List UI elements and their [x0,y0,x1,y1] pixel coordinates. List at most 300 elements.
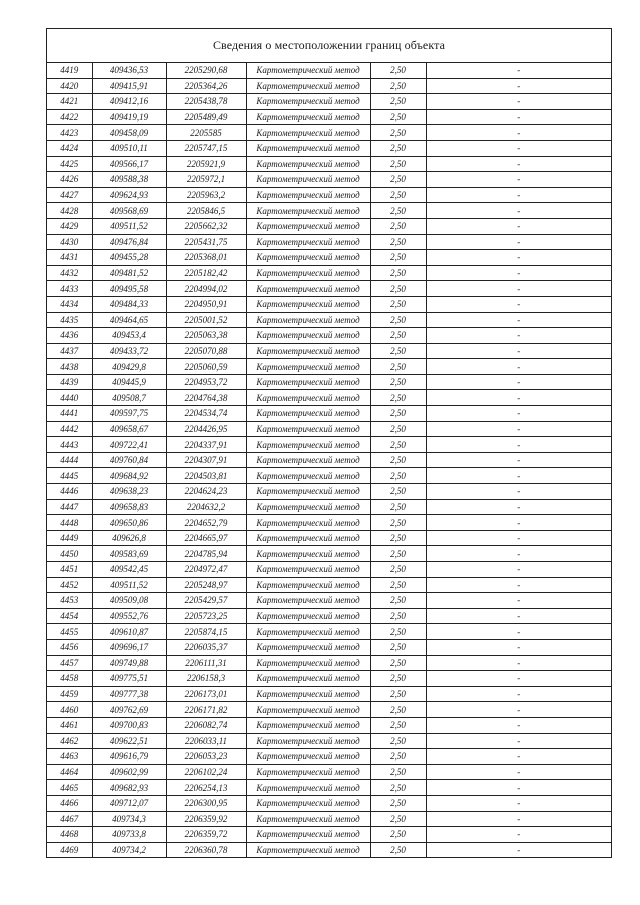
method-cell: Картометрический метод [246,63,370,78]
x-coordinate-cell: 409476,84 [92,234,166,250]
y-coordinate-cell: 2204503,81 [166,468,246,484]
x-coordinate-cell: 409445,9 [92,374,166,390]
description-cell: - [426,811,611,827]
point-number-cell: 4430 [47,234,92,250]
y-coordinate-cell: 2205846,5 [166,203,246,219]
x-coordinate-cell: 409588,38 [92,172,166,188]
point-number-cell: 4443 [47,437,92,453]
table-title: Сведения о местоположении границ объекта [47,29,611,63]
table-row [47,484,611,500]
point-number-cell: 4468 [47,827,92,843]
description-cell: - [426,499,611,515]
point-number-cell: 4429 [47,218,92,234]
method-cell: Картометрический метод [246,281,370,297]
table-row [47,312,611,328]
table-row [47,499,611,515]
accuracy-cell: 2,50 [370,733,426,749]
description-cell: - [426,172,611,188]
x-coordinate-cell: 409458,09 [92,125,166,141]
table-row [47,203,611,219]
description-cell: - [426,452,611,468]
y-coordinate-cell: 2206102,24 [166,764,246,780]
y-coordinate-cell: 2205585 [166,125,246,141]
accuracy-cell: 2,50 [370,795,426,811]
y-coordinate-cell: 2205290,68 [166,63,246,78]
description-cell: - [426,390,611,406]
point-number-cell: 4462 [47,733,92,749]
x-coordinate-cell: 409412,16 [92,94,166,110]
table-row [47,156,611,172]
y-coordinate-cell: 2204665,97 [166,530,246,546]
description-cell: - [426,655,611,671]
x-coordinate-cell: 409626,8 [92,530,166,546]
accuracy-cell: 2,50 [370,421,426,437]
y-coordinate-cell: 2204953,72 [166,374,246,390]
point-number-cell: 4449 [47,530,92,546]
method-cell: Картометрический метод [246,562,370,578]
point-number-cell: 4424 [47,140,92,156]
x-coordinate-cell: 409696,17 [92,639,166,655]
point-number-cell: 4432 [47,265,92,281]
table-row [47,608,611,624]
method-cell: Картометрический метод [246,655,370,671]
y-coordinate-cell: 2204307,91 [166,452,246,468]
table-row [47,172,611,188]
point-number-cell: 4464 [47,764,92,780]
accuracy-cell: 2,50 [370,343,426,359]
table-row [47,795,611,811]
accuracy-cell: 2,50 [370,312,426,328]
method-cell: Картометрический метод [246,296,370,312]
y-coordinate-cell: 2206158,3 [166,671,246,687]
x-coordinate-cell: 409511,52 [92,218,166,234]
table-row [47,359,611,375]
x-coordinate-cell: 409455,28 [92,250,166,266]
point-number-cell: 4463 [47,749,92,765]
accuracy-cell: 2,50 [370,827,426,843]
y-coordinate-cell: 2206082,74 [166,717,246,733]
x-coordinate-cell: 409638,23 [92,484,166,500]
method-cell: Картометрический метод [246,764,370,780]
method-cell: Картометрический метод [246,452,370,468]
accuracy-cell: 2,50 [370,515,426,531]
point-number-cell: 4458 [47,671,92,687]
y-coordinate-cell: 2206360,78 [166,842,246,857]
coordinates-table-body [47,63,611,857]
method-cell: Картометрический метод [246,359,370,375]
accuracy-cell: 2,50 [370,686,426,702]
x-coordinate-cell: 409436,53 [92,63,166,78]
x-coordinate-cell: 409775,51 [92,671,166,687]
x-coordinate-cell: 409433,72 [92,343,166,359]
table-row [47,686,611,702]
x-coordinate-cell: 409597,75 [92,406,166,422]
point-number-cell: 4452 [47,577,92,593]
point-number-cell: 4461 [47,717,92,733]
table-row [47,406,611,422]
table-row [47,187,611,203]
method-cell: Картометрический метод [246,811,370,827]
method-cell: Картометрический метод [246,437,370,453]
x-coordinate-cell: 409733,8 [92,827,166,843]
accuracy-cell: 2,50 [370,296,426,312]
table-row [47,140,611,156]
table-row [47,452,611,468]
table-row [47,218,611,234]
table-row [47,78,611,94]
x-coordinate-cell: 409552,76 [92,608,166,624]
accuracy-cell: 2,50 [370,374,426,390]
point-number-cell: 4439 [47,374,92,390]
x-coordinate-cell: 409509,08 [92,593,166,609]
y-coordinate-cell: 2205723,25 [166,608,246,624]
x-coordinate-cell: 409722,41 [92,437,166,453]
accuracy-cell: 2,50 [370,109,426,125]
description-cell: - [426,156,611,172]
x-coordinate-cell: 409650,86 [92,515,166,531]
x-coordinate-cell: 409568,69 [92,203,166,219]
table-row [47,468,611,484]
method-cell: Картометрический метод [246,125,370,141]
point-number-cell: 4427 [47,187,92,203]
point-number-cell: 4454 [47,608,92,624]
x-coordinate-cell: 409429,8 [92,359,166,375]
method-cell: Картометрический метод [246,172,370,188]
point-number-cell: 4421 [47,94,92,110]
method-cell: Картометрический метод [246,94,370,110]
method-cell: Картометрический метод [246,218,370,234]
description-cell: - [426,608,611,624]
x-coordinate-cell: 409542,45 [92,562,166,578]
description-cell: - [426,406,611,422]
point-number-cell: 4450 [47,546,92,562]
point-number-cell: 4457 [47,655,92,671]
y-coordinate-cell: 2205364,26 [166,78,246,94]
y-coordinate-cell: 2205963,2 [166,187,246,203]
method-cell: Картометрический метод [246,577,370,593]
description-cell: - [426,437,611,453]
table-row [47,94,611,110]
x-coordinate-cell: 409566,17 [92,156,166,172]
x-coordinate-cell: 409602,99 [92,764,166,780]
point-number-cell: 4436 [47,328,92,344]
table-row [47,624,611,640]
point-number-cell: 4428 [47,203,92,219]
x-coordinate-cell: 409658,83 [92,499,166,515]
table-row [47,109,611,125]
y-coordinate-cell: 2206171,82 [166,702,246,718]
table-row [47,577,611,593]
description-cell: - [426,749,611,765]
point-number-cell: 4422 [47,109,92,125]
y-coordinate-cell: 2204426,95 [166,421,246,437]
method-cell: Картометрический метод [246,140,370,156]
table-row [47,437,611,453]
table-row [47,811,611,827]
point-number-cell: 4448 [47,515,92,531]
y-coordinate-cell: 2206053,23 [166,749,246,765]
method-cell: Картометрический метод [246,842,370,857]
y-coordinate-cell: 2204972,47 [166,562,246,578]
point-number-cell: 4456 [47,639,92,655]
accuracy-cell: 2,50 [370,530,426,546]
method-cell: Картометрический метод [246,717,370,733]
y-coordinate-cell: 2205001,52 [166,312,246,328]
x-coordinate-cell: 409508,7 [92,390,166,406]
y-coordinate-cell: 2206035,37 [166,639,246,655]
method-cell: Картометрический метод [246,109,370,125]
method-cell: Картометрический метод [246,374,370,390]
description-cell: - [426,296,611,312]
point-number-cell: 4419 [47,63,92,78]
table-row [47,421,611,437]
accuracy-cell: 2,50 [370,702,426,718]
table-row [47,234,611,250]
accuracy-cell: 2,50 [370,593,426,609]
y-coordinate-cell: 2206300,95 [166,795,246,811]
table-row [47,546,611,562]
description-cell: - [426,281,611,297]
y-coordinate-cell: 2206033,11 [166,733,246,749]
point-number-cell: 4425 [47,156,92,172]
accuracy-cell: 2,50 [370,78,426,94]
table-row [47,842,611,857]
method-cell: Картометрический метод [246,639,370,655]
point-number-cell: 4455 [47,624,92,640]
method-cell: Картометрический метод [246,265,370,281]
description-cell: - [426,359,611,375]
accuracy-cell: 2,50 [370,203,426,219]
y-coordinate-cell: 2206254,13 [166,780,246,796]
table-row [47,296,611,312]
y-coordinate-cell: 2205063,38 [166,328,246,344]
accuracy-cell: 2,50 [370,265,426,281]
table-row [47,593,611,609]
x-coordinate-cell: 409484,33 [92,296,166,312]
description-cell: - [426,671,611,687]
y-coordinate-cell: 2204950,91 [166,296,246,312]
y-coordinate-cell: 2204624,23 [166,484,246,500]
accuracy-cell: 2,50 [370,234,426,250]
x-coordinate-cell: 409419,19 [92,109,166,125]
accuracy-cell: 2,50 [370,125,426,141]
x-coordinate-cell: 409777,38 [92,686,166,702]
y-coordinate-cell: 2206359,92 [166,811,246,827]
x-coordinate-cell: 409464,65 [92,312,166,328]
y-coordinate-cell: 2205972,1 [166,172,246,188]
table-row [47,265,611,281]
method-cell: Картометрический метод [246,484,370,500]
point-number-cell: 4435 [47,312,92,328]
point-number-cell: 4444 [47,452,92,468]
accuracy-cell: 2,50 [370,671,426,687]
y-coordinate-cell: 2206173,01 [166,686,246,702]
method-cell: Картометрический метод [246,203,370,219]
accuracy-cell: 2,50 [370,608,426,624]
description-cell: - [426,343,611,359]
accuracy-cell: 2,50 [370,390,426,406]
point-number-cell: 4434 [47,296,92,312]
method-cell: Картометрический метод [246,749,370,765]
point-number-cell: 4469 [47,842,92,857]
accuracy-cell: 2,50 [370,577,426,593]
table-row [47,281,611,297]
y-coordinate-cell: 2205368,01 [166,250,246,266]
x-coordinate-cell: 409700,83 [92,717,166,733]
description-cell: - [426,515,611,531]
accuracy-cell: 2,50 [370,655,426,671]
y-coordinate-cell: 2204994,02 [166,281,246,297]
table-row [47,655,611,671]
x-coordinate-cell: 409510,11 [92,140,166,156]
accuracy-cell: 2,50 [370,328,426,344]
accuracy-cell: 2,50 [370,468,426,484]
method-cell: Картометрический метод [246,78,370,94]
description-cell: - [426,125,611,141]
description-cell: - [426,562,611,578]
description-cell: - [426,328,611,344]
point-number-cell: 4438 [47,359,92,375]
point-number-cell: 4440 [47,390,92,406]
accuracy-cell: 2,50 [370,63,426,78]
y-coordinate-cell: 2204632,2 [166,499,246,515]
description-cell: - [426,250,611,266]
description-cell: - [426,530,611,546]
method-cell: Картометрический метод [246,468,370,484]
y-coordinate-cell: 2205438,78 [166,94,246,110]
description-cell: - [426,109,611,125]
table-row [47,328,611,344]
x-coordinate-cell: 409658,67 [92,421,166,437]
description-cell: - [426,421,611,437]
table-row [47,764,611,780]
point-number-cell: 4431 [47,250,92,266]
point-number-cell: 4459 [47,686,92,702]
y-coordinate-cell: 2205921,9 [166,156,246,172]
point-number-cell: 4451 [47,562,92,578]
description-cell: - [426,593,611,609]
accuracy-cell: 2,50 [370,452,426,468]
method-cell: Картометрический метод [246,827,370,843]
table-row [47,530,611,546]
accuracy-cell: 2,50 [370,764,426,780]
y-coordinate-cell: 2204764,38 [166,390,246,406]
x-coordinate-cell: 409749,88 [92,655,166,671]
accuracy-cell: 2,50 [370,780,426,796]
x-coordinate-cell: 409511,52 [92,577,166,593]
boundary-table-sheet [46,28,612,858]
point-number-cell: 4420 [47,78,92,94]
x-coordinate-cell: 409762,69 [92,702,166,718]
point-number-cell: 4423 [47,125,92,141]
x-coordinate-cell: 409734,2 [92,842,166,857]
point-number-cell: 4426 [47,172,92,188]
point-number-cell: 4442 [47,421,92,437]
accuracy-cell: 2,50 [370,749,426,765]
y-coordinate-cell: 2205429,57 [166,593,246,609]
description-cell: - [426,577,611,593]
description-cell: - [426,795,611,811]
table-row [47,639,611,655]
x-coordinate-cell: 409583,69 [92,546,166,562]
description-cell: - [426,624,611,640]
table-row [47,343,611,359]
method-cell: Картометрический метод [246,390,370,406]
accuracy-cell: 2,50 [370,187,426,203]
description-cell: - [426,546,611,562]
accuracy-cell: 2,50 [370,546,426,562]
description-cell: - [426,484,611,500]
point-number-cell: 4467 [47,811,92,827]
description-cell: - [426,842,611,857]
description-cell: - [426,265,611,281]
accuracy-cell: 2,50 [370,437,426,453]
x-coordinate-cell: 409616,79 [92,749,166,765]
description-cell: - [426,234,611,250]
x-coordinate-cell: 409481,52 [92,265,166,281]
accuracy-cell: 2,50 [370,172,426,188]
y-coordinate-cell: 2205874,15 [166,624,246,640]
accuracy-cell: 2,50 [370,717,426,733]
x-coordinate-cell: 409415,91 [92,78,166,94]
x-coordinate-cell: 409760,84 [92,452,166,468]
method-cell: Картометрический метод [246,795,370,811]
x-coordinate-cell: 409684,92 [92,468,166,484]
y-coordinate-cell: 2205662,32 [166,218,246,234]
y-coordinate-cell: 2204534,74 [166,406,246,422]
x-coordinate-cell: 409622,51 [92,733,166,749]
method-cell: Картометрический метод [246,546,370,562]
description-cell: - [426,140,611,156]
description-cell: - [426,203,611,219]
description-cell: - [426,702,611,718]
method-cell: Картометрический метод [246,515,370,531]
method-cell: Картометрический метод [246,624,370,640]
table-row [47,562,611,578]
y-coordinate-cell: 2205489,49 [166,109,246,125]
description-cell: - [426,218,611,234]
accuracy-cell: 2,50 [370,281,426,297]
method-cell: Картометрический метод [246,406,370,422]
accuracy-cell: 2,50 [370,406,426,422]
description-cell: - [426,374,611,390]
description-cell: - [426,187,611,203]
table-row [47,250,611,266]
accuracy-cell: 2,50 [370,140,426,156]
description-cell: - [426,780,611,796]
point-number-cell: 4446 [47,484,92,500]
method-cell: Картометрический метод [246,156,370,172]
table-row [47,374,611,390]
table-row [47,702,611,718]
table-row [47,733,611,749]
point-number-cell: 4437 [47,343,92,359]
method-cell: Картометрический метод [246,499,370,515]
x-coordinate-cell: 409610,87 [92,624,166,640]
table-row [47,780,611,796]
method-cell: Картометрический метод [246,187,370,203]
x-coordinate-cell: 409624,93 [92,187,166,203]
table-row [47,671,611,687]
x-coordinate-cell: 409495,58 [92,281,166,297]
y-coordinate-cell: 2204652,79 [166,515,246,531]
table-row [47,390,611,406]
table-row [47,125,611,141]
accuracy-cell: 2,50 [370,842,426,857]
accuracy-cell: 2,50 [370,624,426,640]
accuracy-cell: 2,50 [370,484,426,500]
method-cell: Картометрический метод [246,593,370,609]
